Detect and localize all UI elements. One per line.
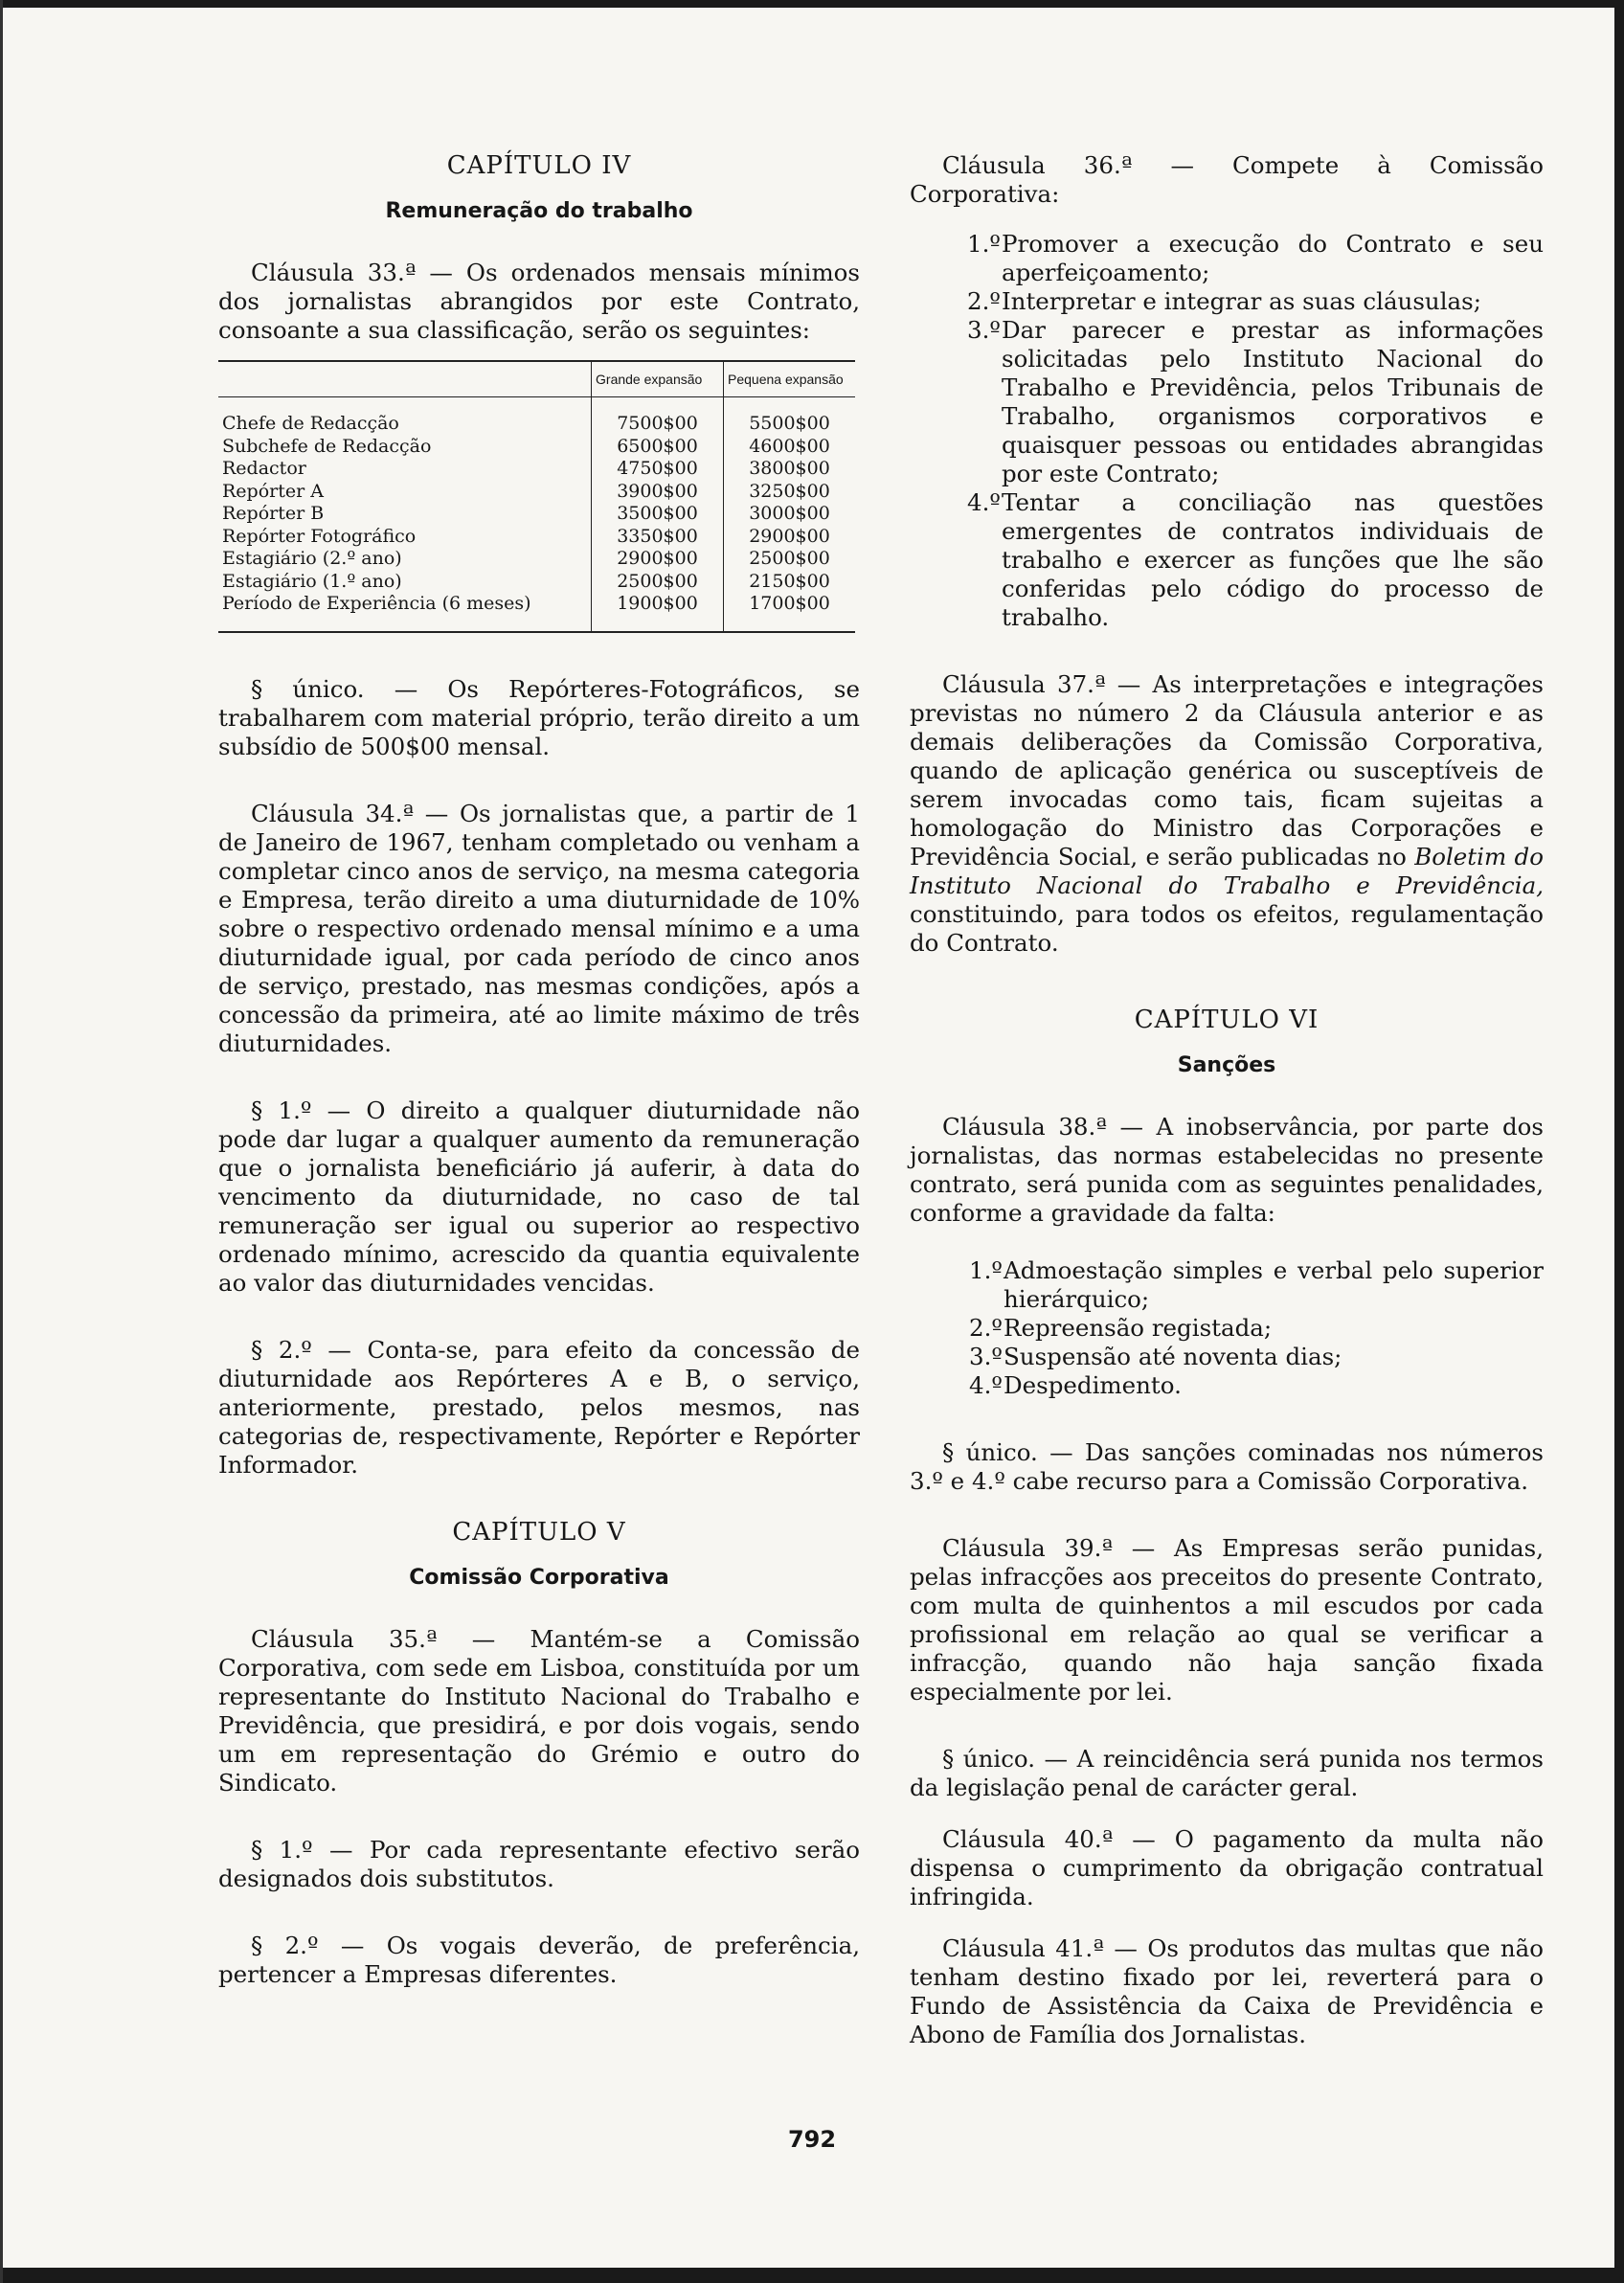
salary-grande: 7500$00 (592, 397, 724, 436)
salary-pequena: 3000$00 (724, 503, 856, 526)
clausula-39: Cláusula 39.ª — As Empresas serão punidas, pelas infracções aos preceitos do presente Contrato, com multa de quinhentos a mil escudos por cada profissional em relação ao qual se verificar a infracção, quando não haja sanção fixada especialmente por lei. (910, 1534, 1544, 1706)
salary-category: Estagiário (2.º ano) (222, 548, 402, 569)
paragrafo-unico-33: § único. — Os Repórteres-Fotográficos, se trabalharem com material próprio, terão direito a um subsídio de 500$00 mensal. (218, 674, 860, 760)
salary-category: Repórter A (222, 480, 324, 502)
salary-category: Estagiário (1.º ano) (222, 570, 402, 592)
left-column (218, 151, 860, 2027)
list-item-number: 2.º (967, 287, 1001, 315)
salary-table-row (218, 503, 855, 526)
salary-table-row (218, 436, 855, 459)
scan-border-top (0, 0, 1624, 8)
list-item-text: Repreensão registada; (1004, 1314, 1273, 1342)
list-item (969, 1343, 1544, 1371)
salary-grande: 6500$00 (592, 436, 724, 459)
clausula-37-text: Cláusula 37.ª — As interpretações e integrações previstas no número 2 da Cláusula anterior e as demais deliberações da Comissão Corporativa, quando de aplicação genérica ou susceptíveis de serem invocadas como tais, ficam sujeitas a homologação do Ministro das Corporações e Previdência Social, e serão publicadas no (910, 670, 1544, 870)
scan-border-left (0, 0, 3, 2283)
salary-pequena: 4600$00 (724, 436, 856, 459)
list-item-number: 1.º (967, 230, 1001, 258)
chapter-v-title: CAPÍTULO V (452, 1517, 626, 1547)
list-item (969, 1314, 1544, 1343)
list-item-text: Dar parecer e prestar as informações solicitadas pelo Instituto Nacional do Trabalho e Previdência, pelos Tribunais de Trabalho, organismos corporativos e quaisquer pessoas ou entidades abrangidas por este Contrato; (1002, 316, 1544, 487)
list-item (967, 230, 1544, 287)
salary-pequena: 5500$00 (724, 397, 856, 436)
list-item-number: 2.º (969, 1314, 1003, 1342)
list-item-text: Suspensão até noventa dias; (1004, 1343, 1342, 1370)
clausula-40: Cláusula 40.ª — O pagamento da multa não dispensa o cumprimento da obrigação contratual infringida. (910, 1825, 1544, 1910)
list-item-text: Tentar a conciliação nas questões emergentes de contratos individuais de trabalho e exercer as funções que lhe são conferidas pelo código do processo de trabalho. (1002, 488, 1544, 631)
clausula-35-paragrafo-1: § 1.º — Por cada representante efectivo serão designados dois substitutos. (218, 1835, 860, 1892)
paragrafo-unico-38: § único. — Das sanções cominadas nos números 3.º e 4.º cabe recurso para a Comissão Corporativa. (910, 1438, 1544, 1495)
clausula-35-paragrafo-2: § 2.º — Os vogais deverão, de preferência, pertencer a Empresas diferentes. (218, 1931, 860, 1988)
salary-category: Repórter B (222, 503, 325, 524)
clausula-37-text-end: constituindo, para todos os efeitos, regulamentação do Contrato. (910, 900, 1544, 957)
list-item-text: Despedimento. (1004, 1371, 1182, 1399)
paragrafo-unico-39: § único. — A reincidência será punida nos termos da legislação penal de carácter geral. (910, 1745, 1544, 1801)
salary-table-body (218, 397, 855, 632)
salary-table-header-grande: Grande expansão (592, 361, 724, 397)
list-item (969, 1256, 1544, 1314)
chapter-iv-subtitle: Remuneração do trabalho (385, 199, 693, 223)
clausula-33: Cláusula 33.ª — Os ordenados mensais mínimos dos jornalistas abrangidos por este Contrato, consoante a sua classificação, serão os seguintes: (218, 259, 860, 344)
clausula-34: Cláusula 34.ª — Os jornalistas que, a partir de 1 de Janeiro de 1967, tenham completado ou venham a completar cinco anos de serviço, na mesma categoria e Empresa, terão direito a uma diuturnidade de 10% sobre o respectivo ordenado mensal mínimo e a uma diuturnidade igual, por cada período de cinco anos de serviço, prestado, nas mesmas condições, após a concessão da primeira, até ao limite máximo de três diuturnidades. (218, 799, 860, 1057)
salary-grande: 2900$00 (592, 548, 724, 571)
salary-grande: 3350$00 (592, 526, 724, 549)
clausula-37 (910, 670, 1544, 958)
salary-table-category-header (218, 361, 592, 397)
salary-category: Repórter Fotográfico (222, 525, 417, 547)
list-item (969, 1371, 1544, 1400)
salary-table-row (218, 481, 855, 504)
clausula-34-paragrafo-1: § 1.º — O direito a qualquer diuturnidade não pode dar lugar a qualquer aumento da remuneração que o jornalista beneficiário já auferir, à data do vencimento da diuturnidade, no caso de tal remuneração ser igual ou superior ao respectivo ordenado mínimo, acrescido da quantia equivalente ao valor das diuturnidades vencidas. (218, 1096, 860, 1297)
salary-grande: 3900$00 (592, 481, 724, 504)
salary-category: Subchefe de Redacção (222, 435, 432, 457)
salary-pequena: 1700$00 (724, 593, 856, 632)
right-column (910, 151, 1544, 2088)
list-item (967, 287, 1544, 316)
list-item-number: 4.º (967, 488, 1001, 516)
salary-table-row (218, 397, 855, 436)
scan-border-right (1614, 0, 1624, 2283)
scan-border-bottom (0, 2268, 1624, 2283)
list-item-text: Interpretar e integrar as suas cláusulas; (1002, 287, 1481, 315)
list-item-number: 3.º (967, 316, 1001, 344)
salary-grande: 4750$00 (592, 458, 724, 481)
salary-pequena: 2500$00 (724, 548, 856, 571)
list-item-number: 4.º (969, 1371, 1003, 1399)
salary-category: Período de Experiência (6 meses) (222, 593, 531, 614)
list-item-number: 1.º (969, 1256, 1003, 1284)
clausula-38: Cláusula 38.ª — A inobservância, por parte dos jornalistas, das normas estabelecidas no presente contrato, será punida com as seguintes penalidades, conforme a gravidade da falta: (910, 1113, 1544, 1227)
chapter-vi-title: CAPÍTULO VI (1134, 1006, 1320, 1034)
salary-table-row (218, 526, 855, 549)
salary-pequena: 3800$00 (724, 458, 856, 481)
page-number: 792 (787, 2126, 837, 2153)
chapter-v-subtitle: Comissão Corporativa (409, 1565, 669, 1590)
chapter-iv-title: CAPÍTULO IV (446, 151, 632, 180)
boletim-title: Boletim do Instituto Nacional do Trabalho e Previdência, (910, 843, 1544, 899)
salary-grande: 1900$00 (592, 593, 724, 632)
clausula-36-list (910, 230, 1544, 632)
chapter-vi-subtitle: Sanções (1177, 1053, 1276, 1077)
list-item-text: Promover a execução do Contrato e seu aperfeiçoamento; (1002, 230, 1544, 286)
salary-pequena: 3250$00 (724, 481, 856, 504)
list-item (967, 488, 1544, 632)
salary-table-row (218, 548, 855, 571)
salary-table (218, 360, 855, 633)
list-item-number: 3.º (969, 1343, 1003, 1370)
clausula-38-list (910, 1256, 1544, 1400)
clausula-35: Cláusula 35.ª — Mantém-se a Comissão Corporativa, com sede em Lisboa, constituída por um representante do Instituto Nacional do Trabalho e Previdência, que presidirá, e por dois vogais, sendo um em representação do Grémio e outro do Sindicato. (218, 1624, 860, 1797)
salary-grande: 2500$00 (592, 571, 724, 594)
salary-table-header-pequena: Pequena expansão (724, 361, 856, 397)
salary-table-row (218, 458, 855, 481)
clausula-41: Cláusula 41.ª — Os produtos das multas que não tenham destino fixado por lei, reverterá para o Fundo de Assistência da Caixa de Previdência e Abono de Família dos Jornalistas. (910, 1934, 1544, 2048)
salary-pequena: 2150$00 (724, 571, 856, 594)
salary-table-row (218, 593, 855, 632)
list-item-text: Admoestação simples e verbal pelo superior hierárquico; (1004, 1256, 1544, 1313)
salary-table-row (218, 571, 855, 594)
salary-category: Redactor (222, 458, 306, 479)
salary-category: Chefe de Redacção (222, 413, 399, 434)
salary-pequena: 2900$00 (724, 526, 856, 549)
salary-grande: 3500$00 (592, 503, 724, 526)
clausula-36: Cláusula 36.ª — Compete à Comissão Corporativa: (910, 151, 1544, 208)
list-item (967, 316, 1544, 488)
clausula-34-paragrafo-2: § 2.º — Conta-se, para efeito da concessão de diuturnidade aos Repórteres A e B, o serviço, anteriormente, prestado, pelos mesmos, nas categorias de, respectivamente, Repórter e Repórter Informador. (218, 1335, 860, 1479)
